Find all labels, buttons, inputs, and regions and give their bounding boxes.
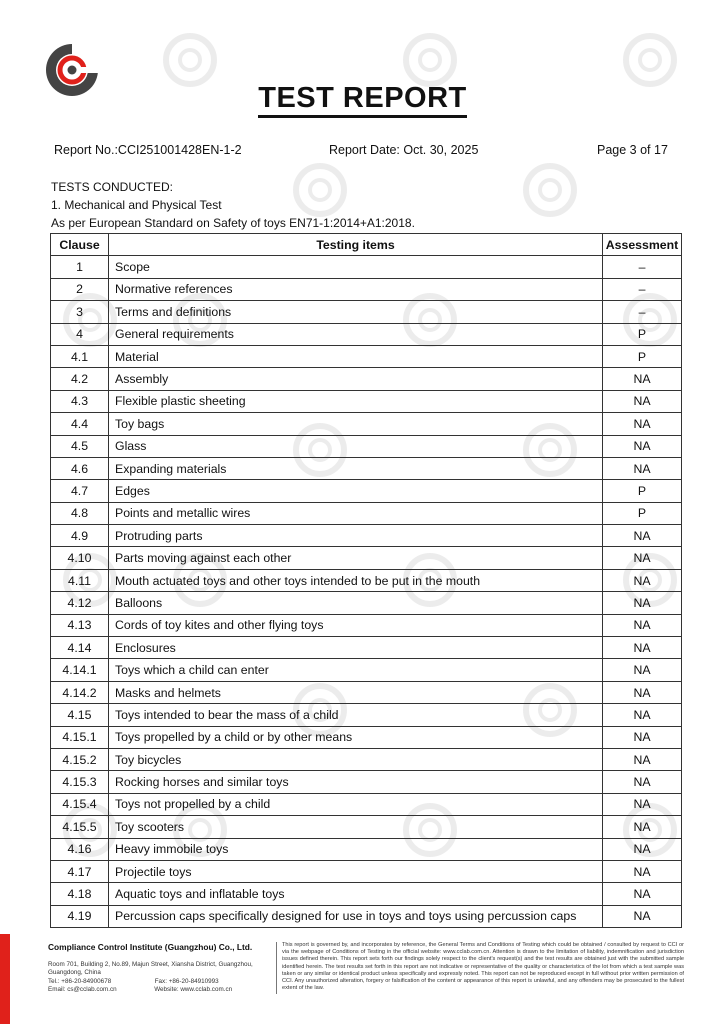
testing-item-cell: Toy bicycles [109, 748, 603, 770]
table-row [51, 637, 682, 659]
assessment-cell: NA [603, 816, 682, 838]
report-number: Report No.:CCI251001428EN-1-2 [54, 143, 242, 157]
table-row [51, 480, 682, 502]
clause-cell: 4.15.1 [51, 726, 109, 748]
clause-cell: 4.11 [51, 569, 109, 591]
testing-item-cell: Enclosures [109, 637, 603, 659]
cci-watermark-icon [160, 30, 220, 90]
assessment-cell: P [603, 480, 682, 502]
clause-cell: 4.5 [51, 435, 109, 457]
clause-cell: 4.2 [51, 368, 109, 390]
assessment-cell: NA [603, 390, 682, 412]
fax: Fax: +86-20-84910993 [154, 977, 219, 985]
footer-disclaimer: This report is governed by, and incorporates by reference, the General Terms and Conditions of Testing which could be obtained / consulted by request to CCI or via the webpage of Conditions of Testing in the official website: www.cclab.com.cn. Attention is drawn to the limitation of liability, indemnification and jurisdiction issues defined therein. This report sets forth our findings solely respect to the client's request(s) and the test results are obtained just with the submitted sample identified herein. The test results set forth in this report are not indicative or representative of the quality or characteristics of the lot from which a test sample was taken or any similar or identical product unless specifically and expressly noted. This report can not be reproduced except in full without prior written permission of CCI. Any unauthorized alteration, forgery or falsification of the content or appearance of this report is unlawful, and any offenders may be prosecuted to the fullest extent of the law. [282, 942, 684, 992]
clause-cell: 4.19 [51, 905, 109, 927]
assessment-cell: P [603, 345, 682, 367]
testing-item-cell: Projectile toys [109, 860, 603, 882]
table-row [51, 860, 682, 882]
tel: Tel.: +86-20-84900678 [48, 977, 112, 985]
table-row [51, 771, 682, 793]
assessment-cell: NA [603, 681, 682, 703]
table-row [51, 345, 682, 367]
assessment-cell: NA [603, 905, 682, 927]
testing-item-cell: Scope [109, 256, 603, 278]
assessment-cell: NA [603, 704, 682, 726]
clause-cell: 4.1 [51, 345, 109, 367]
assessment-cell: NA [603, 793, 682, 815]
clause-cell: 4.15.2 [51, 748, 109, 770]
clause-cell: 4 [51, 323, 109, 345]
table-row [51, 614, 682, 636]
assessment-cell: NA [603, 457, 682, 479]
cci-watermark-icon [400, 30, 460, 90]
clause-cell: 4.10 [51, 547, 109, 569]
assessment-cell: P [603, 323, 682, 345]
tests-conducted-heading: TESTS CONDUCTED: [51, 180, 174, 194]
testing-item-cell: Expanding materials [109, 457, 603, 479]
testing-item-cell: Heavy immobile toys [109, 838, 603, 860]
testing-item-cell: Terms and definitions [109, 301, 603, 323]
table-row [51, 748, 682, 770]
testing-items-table [50, 233, 682, 928]
table-row [51, 793, 682, 815]
table-header-row [51, 234, 682, 256]
assessment-cell: NA [603, 659, 682, 681]
table-row [51, 301, 682, 323]
report-title [0, 82, 725, 115]
table-row [51, 413, 682, 435]
testing-item-cell: Normative references [109, 278, 603, 300]
testing-item-cell: Rocking horses and similar toys [109, 771, 603, 793]
table-row [51, 390, 682, 412]
assessment-cell: – [603, 278, 682, 300]
table-row [51, 323, 682, 345]
table-row [51, 659, 682, 681]
assessment-cell: NA [603, 726, 682, 748]
company-name: Compliance Control Institute (Guangzhou) Co., Ltd. [48, 942, 253, 952]
contact-line-2 [48, 986, 272, 994]
table-row [51, 368, 682, 390]
clause-cell: 4.15.4 [51, 793, 109, 815]
page-number: Page 3 of 17 [597, 143, 668, 157]
assessment-cell: NA [603, 592, 682, 614]
table-row [51, 256, 682, 278]
testing-item-cell: Assembly [109, 368, 603, 390]
testing-item-cell: Cords of toy kites and other flying toys [109, 614, 603, 636]
clause-cell: 4.14.2 [51, 681, 109, 703]
clause-cell: 3 [51, 301, 109, 323]
assessment-cell: NA [603, 569, 682, 591]
testing-item-cell: Toys intended to bear the mass of a child [109, 704, 603, 726]
testing-item-cell: Edges [109, 480, 603, 502]
assessment-cell: NA [603, 838, 682, 860]
assessment-cell: NA [603, 637, 682, 659]
clause-cell: 4.14 [51, 637, 109, 659]
report-title-text: TEST REPORT [258, 82, 467, 118]
testing-item-cell: Toys which a child can enter [109, 659, 603, 681]
assessment-cell: – [603, 256, 682, 278]
cci-watermark-icon [620, 30, 680, 90]
clause-cell: 4.15.3 [51, 771, 109, 793]
table-row [51, 704, 682, 726]
footer-divider [276, 942, 277, 994]
testing-item-cell: Protruding parts [109, 525, 603, 547]
test-section-title: 1. Mechanical and Physical Test [51, 198, 222, 212]
assessment-cell: NA [603, 525, 682, 547]
table-row [51, 502, 682, 524]
contact-line-1 [48, 978, 272, 986]
assessment-cell: NA [603, 547, 682, 569]
accent-bar [0, 934, 10, 1024]
cci-watermark-icon [520, 160, 580, 220]
email: Email: cs@cclab.com.cn [48, 986, 117, 994]
report-date: Report Date: Oct. 30, 2025 [329, 143, 479, 157]
website: Website: www.cclab.com.cn [154, 986, 233, 994]
assessment-cell: P [603, 502, 682, 524]
testing-item-cell: Aquatic toys and inflatable toys [109, 883, 603, 905]
clause-cell: 4.6 [51, 457, 109, 479]
table-row [51, 726, 682, 748]
clause-cell: 4.15 [51, 704, 109, 726]
testing-item-cell: Points and metallic wires [109, 502, 603, 524]
table-row [51, 435, 682, 457]
assessment-cell: NA [603, 368, 682, 390]
table-row [51, 838, 682, 860]
testing-item-cell: Glass [109, 435, 603, 457]
testing-item-cell: Material [109, 345, 603, 367]
footer-company-info [48, 942, 272, 995]
table-row [51, 905, 682, 927]
table-row [51, 547, 682, 569]
clause-cell: 4.17 [51, 860, 109, 882]
clause-cell: 4.4 [51, 413, 109, 435]
testing-item-cell: Parts moving against each other [109, 547, 603, 569]
clause-cell: 4.18 [51, 883, 109, 905]
table-row [51, 816, 682, 838]
clause-cell: 4.14.1 [51, 659, 109, 681]
assessment-cell: NA [603, 435, 682, 457]
assessment-cell: NA [603, 413, 682, 435]
testing-item-cell: Flexible plastic sheeting [109, 390, 603, 412]
clause-header: Clause [51, 234, 109, 256]
table-row [51, 525, 682, 547]
assessment-cell: NA [603, 771, 682, 793]
clause-cell: 4.7 [51, 480, 109, 502]
assessment-cell: NA [603, 860, 682, 882]
clause-cell: 4.9 [51, 525, 109, 547]
testing-item-cell: Toy bags [109, 413, 603, 435]
table-row [51, 883, 682, 905]
clause-cell: 4.8 [51, 502, 109, 524]
testing-item-cell: Balloons [109, 592, 603, 614]
testing-items-header: Testing items [109, 234, 603, 256]
testing-item-cell: Toys propelled by a child or by other means [109, 726, 603, 748]
testing-item-cell: General requirements [109, 323, 603, 345]
assessment-header: Assessment [603, 234, 682, 256]
table-row [51, 278, 682, 300]
testing-item-cell: Mouth actuated toys and other toys intended to be put in the mouth [109, 569, 603, 591]
assessment-cell: NA [603, 614, 682, 636]
clause-cell: 4.16 [51, 838, 109, 860]
clause-cell: 4.12 [51, 592, 109, 614]
assessment-cell: NA [603, 748, 682, 770]
clause-cell: 4.15.5 [51, 816, 109, 838]
address-line-2: Guangdong, China [48, 969, 101, 977]
testing-item-cell: Percussion caps specifically designed for use in toys and toys using percussion caps [109, 905, 603, 927]
assessment-cell: – [603, 301, 682, 323]
clause-cell: 4.13 [51, 614, 109, 636]
cci-watermark-icon [290, 160, 350, 220]
address-line-1: Room 701, Building 2, No.89, Majun Street, Xiansha District, Guangzhou, [48, 961, 253, 968]
clause-cell: 1 [51, 256, 109, 278]
table-row [51, 457, 682, 479]
table-row [51, 569, 682, 591]
clause-cell: 4.3 [51, 390, 109, 412]
clause-cell: 2 [51, 278, 109, 300]
testing-item-cell: Toy scooters [109, 816, 603, 838]
table-row [51, 681, 682, 703]
company-address [48, 961, 272, 995]
testing-item-cell: Masks and helmets [109, 681, 603, 703]
assessment-cell: NA [603, 883, 682, 905]
table-row [51, 592, 682, 614]
standard-reference: As per European Standard on Safety of toys EN71-1:2014+A1:2018. [51, 216, 415, 230]
testing-item-cell: Toys not propelled by a child [109, 793, 603, 815]
